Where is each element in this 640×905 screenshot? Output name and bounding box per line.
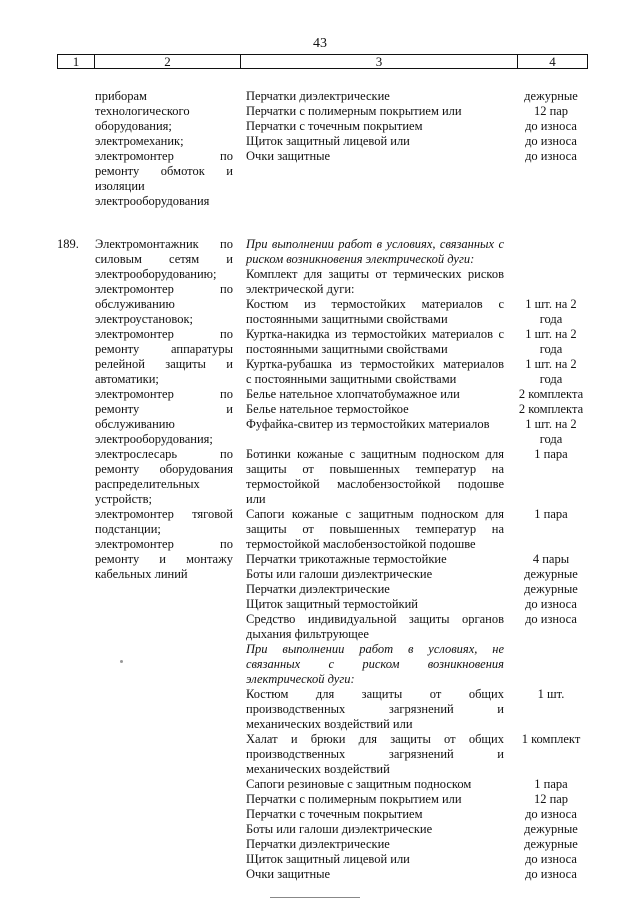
ppe-item-text: Щиток защитный лицевой или: [246, 852, 410, 866]
ppe-item-text: Белье нательное термостойкое: [246, 402, 409, 416]
ppe-item-text: защиты от повышенных температур на: [246, 522, 504, 536]
ppe-item-text: механических воздействий или: [246, 717, 413, 731]
profession-text: оборудования;: [95, 119, 172, 133]
issue-norm-text: 2 комплекта: [518, 387, 584, 401]
table-line: [0, 792, 640, 807]
table-line: [0, 507, 640, 522]
ppe-item-text: термостойкой маслобензостойкой подошве: [246, 477, 504, 491]
profession-text: электромонтер по: [95, 327, 233, 341]
profession-text: ремонту и: [95, 402, 233, 416]
issue-norm-text: до износа: [525, 852, 577, 866]
table-line: [0, 357, 640, 372]
profession-text: электромонтер по: [95, 282, 233, 296]
profession-text: ремонту оборудования: [95, 462, 233, 476]
profession-text: электромонтер по: [95, 537, 233, 551]
ppe-item-text: термостойкой маслобензостойкой подошве: [246, 537, 476, 551]
ppe-item-text: Костюм из термостойких материалов с: [246, 297, 504, 311]
table-line: [0, 312, 640, 327]
column-number-3: 3: [241, 55, 518, 69]
ppe-item-text: Перчатки с точечным покрытием: [246, 807, 423, 821]
table-line: [0, 252, 640, 267]
issue-norm-text: до износа: [525, 597, 577, 611]
ppe-item-text: постоянными защитными свойствами: [246, 312, 448, 326]
page-number: 43: [313, 36, 327, 51]
issue-norm-text: до износа: [525, 134, 577, 148]
ppe-item-text: риском возникновения электрической дуги:: [246, 252, 475, 266]
column-number-4: 4: [518, 55, 588, 69]
table-line: [0, 194, 640, 209]
table-line: [0, 209, 640, 224]
table-line: [0, 672, 640, 687]
issue-norm-text: 4 пары: [532, 552, 570, 566]
scan-edge-line: [270, 897, 360, 898]
table-line: [0, 597, 640, 612]
issue-norm-text: дежурные: [524, 837, 578, 851]
ppe-item-text: Ботинки кожаные с защитным подноском для: [246, 447, 504, 461]
issue-norm-text: 1 комплект: [521, 732, 581, 746]
table-line: [0, 747, 640, 762]
issue-norm-text: дежурные: [524, 582, 578, 596]
table-line: [0, 852, 640, 867]
table-line: [0, 732, 640, 747]
table-line: [0, 104, 640, 119]
table-line: [0, 687, 640, 702]
table-line: [0, 164, 640, 179]
table-line: [0, 297, 640, 312]
ppe-item-text: Сапоги резиновые с защитным подноском: [246, 777, 472, 791]
ppe-item-text: связанных с риском возникновения: [246, 657, 504, 671]
ppe-item-text: Очки защитные: [246, 867, 331, 881]
issue-norm-text: 1 пара: [534, 447, 568, 461]
table-line: [0, 327, 640, 342]
profession-text: ремонту и монтажу: [95, 552, 233, 566]
issue-norm-text: до износа: [525, 119, 577, 133]
issue-norm-text: 1 шт.: [537, 687, 565, 701]
profession-text: технологического: [95, 104, 190, 118]
issue-norm-text: дежурные: [524, 567, 578, 581]
row-number: 189.: [57, 237, 79, 251]
column-number-1: 1: [58, 55, 95, 69]
issue-norm-text: до износа: [525, 612, 577, 626]
table-line: [0, 447, 640, 462]
issue-norm-text: года: [539, 312, 563, 326]
ppe-item-text: электрической дуги:: [246, 282, 355, 296]
table-line: [0, 777, 640, 792]
table-line: [0, 552, 640, 567]
profession-text: распределительных: [95, 477, 200, 491]
issue-norm-text: 12 пар: [533, 792, 569, 806]
ppe-item-text: или: [246, 492, 266, 506]
table-line: [0, 149, 640, 164]
table-line: [0, 822, 640, 837]
ppe-item-text: Халат и брюки для защиты от общих: [246, 732, 504, 746]
ppe-item-text: Перчатки с точечным покрытием: [246, 119, 423, 133]
table-line: [0, 582, 640, 597]
ppe-item-text: Перчатки трикотажные термостойкие: [246, 552, 447, 566]
profession-text: релейной защиты и: [95, 357, 233, 371]
ppe-item-text: Перчатки с полимерным покрытием или: [246, 104, 462, 118]
profession-text: силовым сетям и: [95, 252, 233, 266]
issue-norm-text: 1 шт. на 2: [525, 327, 577, 341]
issue-norm-text: до износа: [525, 807, 577, 821]
table-line: [0, 657, 640, 672]
table-line: [0, 282, 640, 297]
ppe-item-text: дыхания фильтрующее: [246, 627, 369, 641]
profession-text: обслуживанию: [95, 297, 175, 311]
profession-text: электромонтер тяговой: [95, 507, 233, 521]
issue-norm-text: до износа: [525, 867, 577, 881]
issue-norm-text: года: [539, 372, 563, 386]
table-line: [0, 342, 640, 357]
table-line: [0, 417, 640, 432]
table-line: [0, 387, 640, 402]
ppe-item-text: При выполнении работ в условиях, связанных с: [246, 237, 504, 251]
profession-text: электромонтер по: [95, 387, 233, 401]
profession-text: обслуживанию: [95, 417, 175, 431]
profession-text: автоматики;: [95, 372, 159, 386]
table-line: [0, 807, 640, 822]
ppe-item-text: с постоянными защитными свойствами: [246, 372, 457, 386]
scan-speck: [120, 660, 123, 663]
ppe-item-text: При выполнении работ в условиях, не: [246, 642, 504, 656]
profession-text: приборам: [95, 89, 147, 103]
ppe-item-text: Средство индивидуальной защиты органов: [246, 612, 504, 626]
profession-text: ремонту аппаратуры: [95, 342, 233, 356]
table-line: [0, 867, 640, 882]
ppe-item-text: Щиток защитный термостойкий: [246, 597, 418, 611]
table-line: [0, 462, 640, 477]
profession-text: электроустановок;: [95, 312, 193, 326]
ppe-item-text: Комплект для защиты от термических рисков: [246, 267, 504, 281]
table-line: [0, 537, 640, 552]
table-line: [0, 237, 640, 252]
issue-norm-text: дежурные: [524, 822, 578, 836]
profession-text: электрооборудования: [95, 194, 210, 208]
ppe-item-text: производственных загрязнений и: [246, 702, 504, 716]
issue-norm-text: 1 пара: [534, 777, 568, 791]
table-line: [0, 717, 640, 732]
ppe-item-text: Очки защитные: [246, 149, 331, 163]
profession-text: ремонту обмоток и: [95, 164, 233, 178]
table-line: [0, 762, 640, 777]
profession-text: устройств;: [95, 492, 152, 506]
table-line: [0, 627, 640, 642]
ppe-item-text: Сапоги кожаные с защитным подноском для: [246, 507, 504, 521]
ppe-item-text: электрической дуги:: [246, 672, 355, 686]
issue-norm-text: года: [539, 432, 563, 446]
ppe-item-text: Боты или галоши диэлектрические: [246, 567, 433, 581]
table-line: [0, 267, 640, 282]
profession-text: кабельных линий: [95, 567, 188, 581]
table-line: [0, 522, 640, 537]
table-line: [0, 432, 640, 447]
ppe-item-text: Боты или галоши диэлектрические: [246, 822, 433, 836]
ppe-item-text: Белье нательное хлопчатобумажное или: [246, 387, 460, 401]
ppe-item-text: Перчатки с полимерным покрытием или: [246, 792, 462, 806]
ppe-item-text: Куртка-накидка из термостойких материалов с: [246, 327, 504, 341]
profession-text: электрослесарь по: [95, 447, 233, 461]
profession-text: электромонтер по: [95, 149, 233, 163]
ppe-item-text: Перчатки диэлектрические: [246, 89, 390, 103]
issue-norm-text: до износа: [525, 149, 577, 163]
profession-text: подстанции;: [95, 522, 161, 536]
issue-norm-text: 12 пар: [533, 104, 569, 118]
ppe-item-text: Костюм для защиты от общих: [246, 687, 504, 701]
ppe-item-text: Перчатки диэлектрические: [246, 582, 390, 596]
profession-text: электрооборудованию;: [95, 267, 217, 281]
table-line: [0, 477, 640, 492]
table-line: [0, 612, 640, 627]
profession-text: изоляции: [95, 179, 145, 193]
table-line: [0, 134, 640, 149]
issue-norm-text: 1 шт. на 2: [525, 357, 577, 371]
profession-text: электромеханик;: [95, 134, 184, 148]
table-line: [0, 702, 640, 717]
table-line: [0, 567, 640, 582]
table-line: [0, 837, 640, 852]
table-line: [0, 492, 640, 507]
table-line: [0, 179, 640, 194]
ppe-item-text: Щиток защитный лицевой или: [246, 134, 410, 148]
ppe-item-text: Куртка-рубашка из термостойких материалов: [246, 357, 504, 371]
table-line: [0, 642, 640, 657]
ppe-item-text: механических воздействий: [246, 762, 390, 776]
table-line: [0, 89, 640, 104]
issue-norm-text: 1 пара: [534, 507, 568, 521]
table-line: [0, 372, 640, 387]
issue-norm-text: года: [539, 342, 563, 356]
ppe-item-text: Перчатки диэлектрические: [246, 837, 390, 851]
ppe-item-text: защиты от повышенных температур на: [246, 462, 504, 476]
ppe-item-text: производственных загрязнений и: [246, 747, 504, 761]
issue-norm-text: 1 шт. на 2: [525, 417, 577, 431]
ppe-item-text: постоянными защитными свойствами: [246, 342, 448, 356]
profession-text: электрооборудования;: [95, 432, 213, 446]
table-line: [0, 402, 640, 417]
issue-norm-text: 2 комплекта: [518, 402, 584, 416]
profession-text: Электромонтажник по: [95, 237, 233, 251]
table-line: [0, 119, 640, 134]
column-number-2: 2: [95, 55, 241, 69]
issue-norm-text: 1 шт. на 2: [525, 297, 577, 311]
ppe-item-text: Фуфайка-свитер из термостойких материалов: [246, 417, 490, 431]
issue-norm-text: дежурные: [524, 89, 578, 103]
